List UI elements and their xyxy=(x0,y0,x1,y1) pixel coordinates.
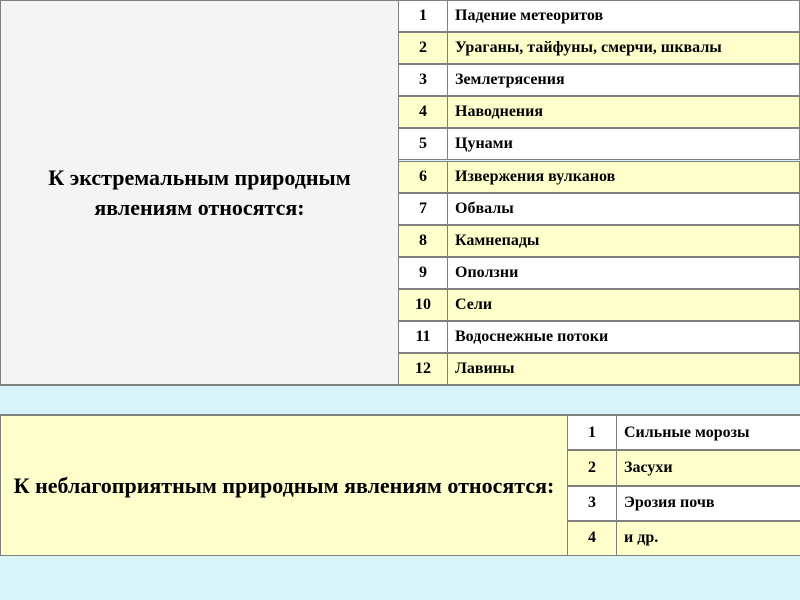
row-number: 11 xyxy=(398,321,448,353)
row-number: 4 xyxy=(567,521,617,556)
row-text: Падение метеоритов xyxy=(447,0,800,32)
row-text: Обвалы xyxy=(447,193,800,225)
row-text: Лавины xyxy=(447,353,800,385)
row-text: Эрозия почв xyxy=(616,486,800,521)
row-number: 2 xyxy=(398,32,448,64)
adverse-phenomena-heading xyxy=(0,415,568,556)
row-number: 1 xyxy=(567,415,617,450)
row-text: Сильные морозы xyxy=(616,415,800,450)
row-number: 10 xyxy=(398,289,448,321)
row-text: Засухи xyxy=(616,450,800,485)
row-number: 9 xyxy=(398,257,448,289)
row-number: 5 xyxy=(398,128,448,160)
row-text: Водоснежные потоки xyxy=(447,321,800,353)
row-text: Землетрясения xyxy=(447,64,800,96)
row-number: 8 xyxy=(398,225,448,257)
table-separator-row xyxy=(0,385,800,415)
row-text: Извержения вулканов xyxy=(447,161,800,193)
extreme-phenomena-heading-text: К экстремальным природным явлениям относятся: xyxy=(48,164,351,220)
extreme-phenomena-heading xyxy=(0,0,399,385)
row-text: Ураганы, тайфуны, смерчи, шквалы xyxy=(447,32,800,64)
row-number: 6 xyxy=(398,161,448,193)
row-text: Цунами xyxy=(447,128,800,160)
row-number: 1 xyxy=(398,0,448,32)
row-text: Оползни xyxy=(447,257,800,289)
row-number: 7 xyxy=(398,193,448,225)
row-text: Камнепады xyxy=(447,225,800,257)
row-number: 2 xyxy=(567,450,617,485)
row-number: 12 xyxy=(398,353,448,385)
row-text: Сели xyxy=(447,289,800,321)
row-text: Наводнения xyxy=(447,96,800,128)
row-text: и др. xyxy=(616,521,800,556)
row-number: 3 xyxy=(398,64,448,96)
row-number: 4 xyxy=(398,96,448,128)
row-number: 3 xyxy=(567,486,617,521)
adverse-phenomena-heading-text: К неблагоприятным природным явлениям относятся: xyxy=(13,472,555,498)
